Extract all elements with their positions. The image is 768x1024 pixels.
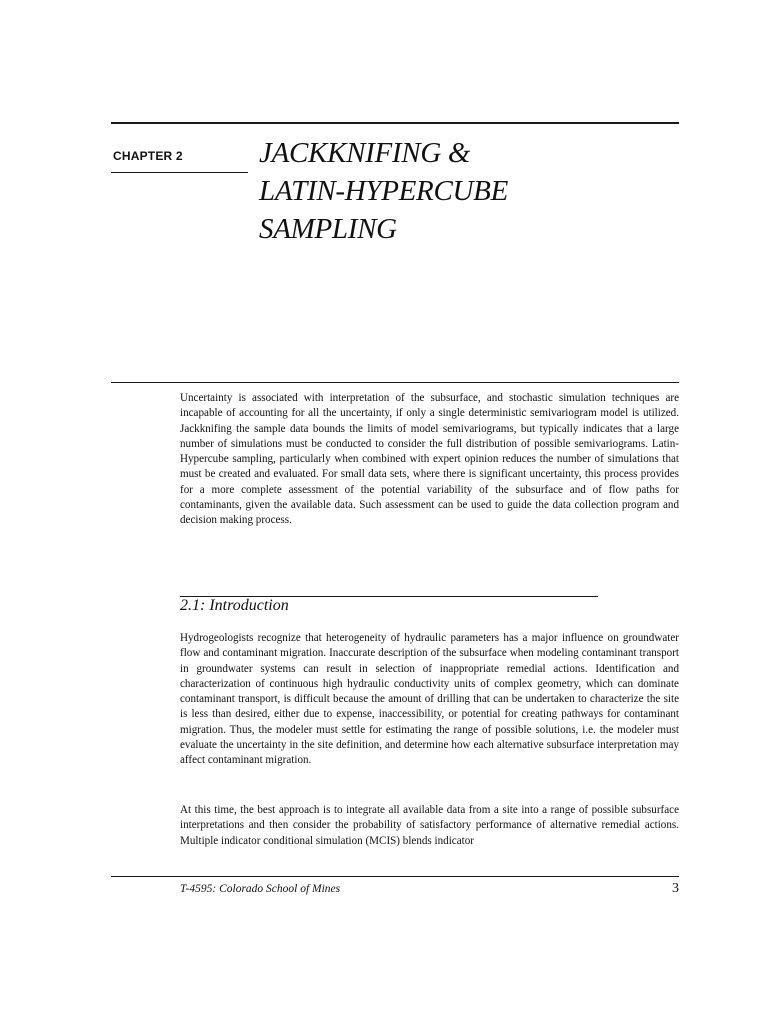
abstract-rule	[111, 382, 679, 383]
section-heading: 2.1: Introduction	[180, 597, 289, 614]
top-rule	[111, 122, 679, 124]
body-paragraph: At this time, the best approach is to integrate all available data from a site into a range of possible subsurface interpretations and then consider the probability of satisfactory performance of alternative remedial actions. Multiple indicator conditional simulation (MCIS) blends indicator	[180, 804, 679, 847]
footer-rule	[111, 876, 679, 877]
chapter-label-underline	[111, 172, 248, 173]
chapter-label: CHAPTER 2	[113, 149, 183, 163]
abstract-paragraph: Uncertainty is associated with interpretation of the subsurface, and stochastic simulation techniques are incapable of accounting for all the uncertainty, if only a single deterministic semivariogram model is utilized. Jackknifing the sample data bounds the limits of model semivariograms, but typically indicates that a large number of simulations must be conducted to consider the full distribution of possible semivariograms. Latin-Hypercube sampling, particularly when combined with expert opinion reduces the number of simulations that must be created and evaluated. For small data sets, where there is significant uncertainty, this process provides for a more complete assessment of the potential variability of the subsurface and of flow paths for contaminants, given the available data. Such assessment can be used to guide the data collection program and decision making process.	[180, 392, 679, 527]
body-paragraph: Hydrogeologists recognize that heterogeneity of hydraulic parameters has a major influence on groundwater flow and contaminant migration. Inaccurate description of the subsurface when modeling contaminant transport in groundwater systems can result in selection of inappropriate remedial actions. Identification and characterization of continuous high hydraulic conductivity units of complex geometry, which can dominate contaminant transport, is difficult because the amount of drilling that can be undertaken to characterize the site is less than desired, either due to expense, inaccessibility, or potential for creating pathways for contaminant migration. Thus, the modeler must settle for estimating the range of possible solutions, i.e. the modeler must evaluate the uncertainty in the site definition, and determine how each alternative subsurface interpretation may affect contaminant migration.	[180, 632, 679, 767]
chapter-title-line: JACKKNIFING &	[259, 137, 471, 169]
chapter-title-line: SAMPLING	[259, 213, 397, 245]
section-heading-rule	[180, 596, 598, 597]
footer-text: T-4595: Colorado School of Mines	[180, 883, 341, 895]
chapter-title	[259, 134, 508, 248]
page-number: 3	[672, 881, 679, 896]
chapter-title-line: LATIN-HYPERCUBE	[259, 175, 508, 207]
